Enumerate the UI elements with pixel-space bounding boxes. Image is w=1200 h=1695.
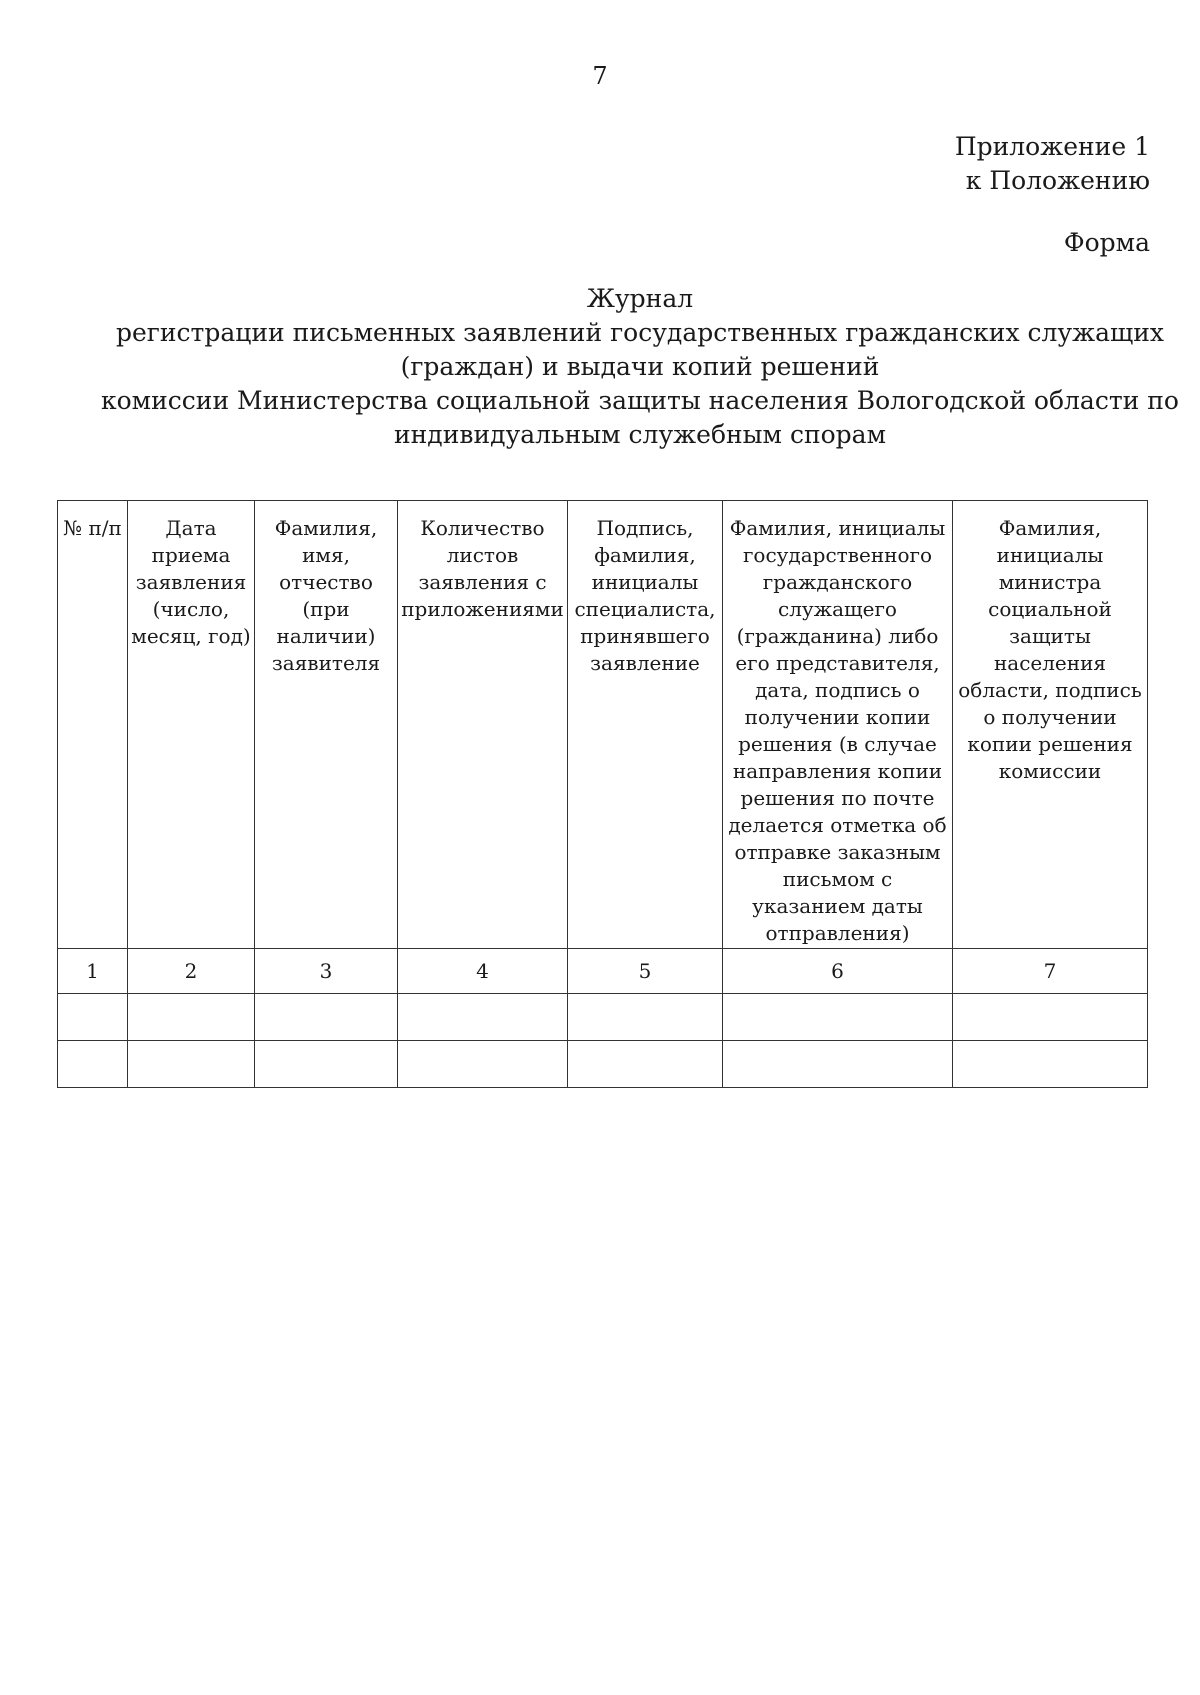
empty-cell: [128, 1041, 255, 1088]
empty-cell: [58, 1041, 128, 1088]
header-cell-minister-signature: Фамилия, инициалы министра социальной защиты населения области, подпись о получении копии решения комиссии: [953, 501, 1148, 949]
column-number: 4: [398, 949, 568, 994]
column-number-row: [58, 949, 1148, 994]
appendix-reference: [955, 130, 1150, 198]
column-number: 6: [723, 949, 953, 994]
title-line-3: (граждан) и выдачи копий решений: [400, 352, 880, 381]
empty-cell: [398, 1041, 568, 1088]
column-number: 7: [953, 949, 1148, 994]
appendix-line-2: к Положению: [965, 166, 1150, 195]
header-cell-date: Дата приема заявления (число, месяц, год): [128, 501, 255, 949]
form-label: Форма: [1063, 228, 1150, 257]
empty-entry-row: [58, 1041, 1148, 1088]
header-cell-specialist-signature: Подпись, фамилия, инициалы специалиста, принявшего заявление: [568, 501, 723, 949]
header-cell-applicant-name: Фамилия, имя, отчество (при наличии) заявителя: [255, 501, 398, 949]
header-cell-recipient-signature: Фамилия, инициалы государственного гражданского служащего (гражданина) либо его представителя, дата, подпись о получении копии решения (в случае направления копии решения по почте делается отметка об отправке заказным письмом с указанием даты отправления): [723, 501, 953, 949]
empty-cell: [398, 994, 568, 1041]
column-number: 2: [128, 949, 255, 994]
header-cell-sheet-count: Количество листов заявления с приложениями: [398, 501, 568, 949]
empty-cell: [953, 1041, 1148, 1088]
title-line-5: индивидуальным служебным спорам: [393, 420, 887, 449]
column-number: 5: [568, 949, 723, 994]
empty-cell: [255, 1041, 398, 1088]
empty-cell: [568, 994, 723, 1041]
journal-title: [100, 282, 1180, 452]
appendix-line-1: Приложение 1: [954, 132, 1150, 161]
title-line-1: Журнал: [586, 284, 694, 313]
empty-cell: [723, 1041, 953, 1088]
empty-cell: [953, 994, 1148, 1041]
empty-entry-row: [58, 994, 1148, 1041]
title-line-4: комиссии Министерства социальной защиты населения Вологодской области по: [101, 386, 1179, 415]
empty-cell: [128, 994, 255, 1041]
title-line-2: регистрации письменных заявлений государственных гражданских служащих: [115, 318, 1165, 347]
empty-cell: [255, 994, 398, 1041]
registration-journal-table: [57, 500, 1148, 1088]
empty-cell: [58, 994, 128, 1041]
header-cell-number: № п/п: [58, 501, 128, 949]
page-number: 7: [592, 62, 608, 90]
empty-cell: [568, 1041, 723, 1088]
empty-cell: [723, 994, 953, 1041]
column-number: 1: [58, 949, 128, 994]
header-row: [58, 501, 1148, 949]
column-number: 3: [255, 949, 398, 994]
